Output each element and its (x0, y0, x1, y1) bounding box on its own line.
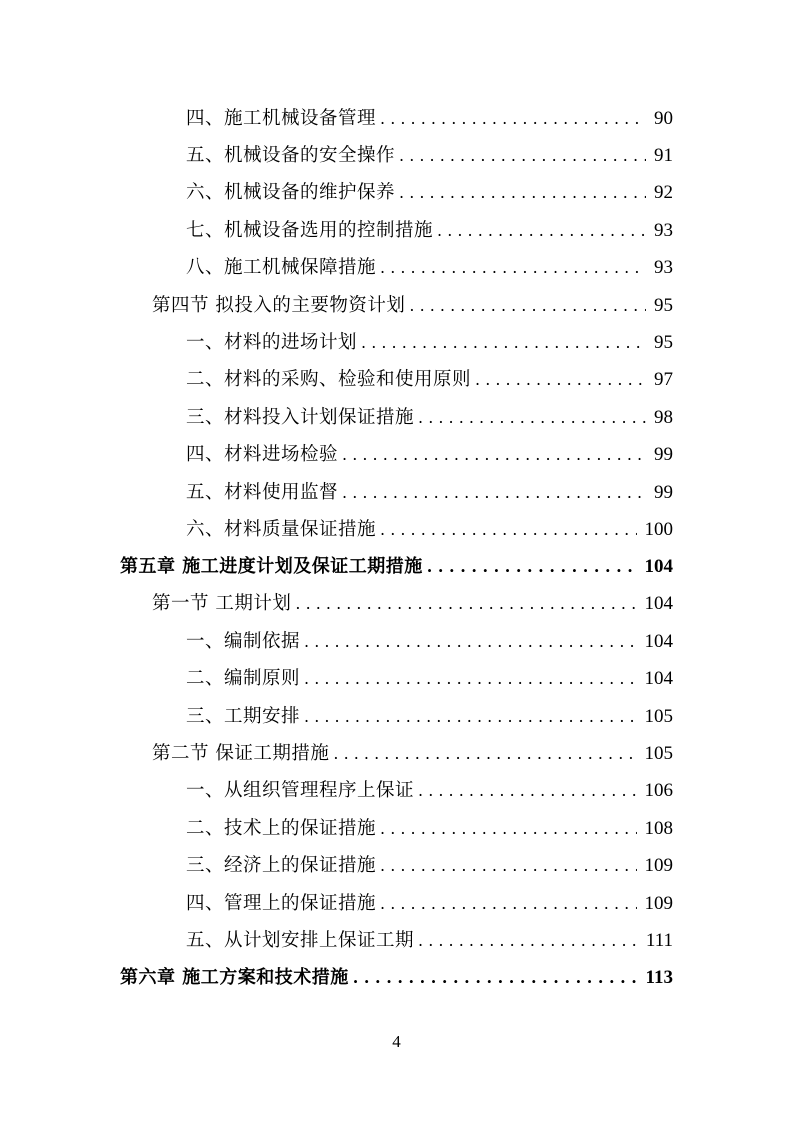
toc-section-entry[interactable] (152, 739, 673, 769)
dot-leader (380, 814, 636, 844)
toc-entry-page: 93 (654, 220, 673, 241)
toc-entry-page: 109 (644, 893, 673, 914)
dot-leader (295, 589, 636, 619)
toc-entry[interactable] (186, 776, 673, 806)
toc-section-entry[interactable] (152, 291, 673, 321)
dot-leader (399, 178, 646, 208)
page-number: 4 (392, 1032, 401, 1051)
toc-entry-label: 第四节 拟投入的主要物资计划 (152, 295, 406, 316)
toc-entry[interactable] (186, 216, 673, 246)
dot-leader (437, 216, 646, 246)
toc-entry-label: 三、经济上的保证措施 (186, 855, 377, 876)
toc-entry-page: 104 (644, 556, 673, 577)
dot-leader (304, 664, 636, 694)
dot-leader (361, 328, 646, 358)
toc-entry-label: 六、机械设备的维护保养 (186, 182, 396, 203)
toc-entry-label: 第二节 保证工期措施 (152, 743, 330, 764)
toc-entry-page: 95 (654, 332, 673, 353)
dot-leader (380, 253, 646, 283)
toc-entry-page: 99 (654, 482, 673, 503)
dot-leader (418, 776, 636, 806)
dot-leader (399, 141, 646, 171)
dot-leader (475, 365, 646, 395)
toc-entry[interactable] (186, 889, 673, 919)
toc-entry-label: 五、从计划安排上保证工期 (186, 930, 415, 951)
toc-section-entry[interactable] (152, 589, 673, 619)
dot-leader (304, 627, 636, 657)
toc-entry-page: 104 (644, 668, 673, 689)
toc-entry[interactable] (186, 365, 673, 395)
dot-leader (304, 702, 636, 732)
toc-entry-page: 105 (644, 743, 673, 764)
toc-entry-label: 三、材料投入计划保证措施 (186, 407, 415, 428)
toc-entry-page: 100 (644, 519, 673, 540)
toc-entry[interactable] (186, 253, 673, 283)
toc-entry-page: 108 (644, 818, 673, 839)
toc-entry-page: 113 (645, 967, 673, 988)
toc-entry-page: 91 (654, 145, 673, 166)
dot-leader (342, 440, 646, 470)
toc-entry-label: 第六章 施工方案和技术措施 (120, 967, 349, 988)
toc-chapter-entry[interactable] (120, 552, 673, 582)
toc-entry-page: 99 (654, 444, 673, 465)
toc-entry-label: 一、从组织管理程序上保证 (186, 780, 415, 801)
toc-entry-label: 三、工期安排 (186, 706, 301, 727)
toc-entry[interactable] (186, 104, 673, 134)
toc-entry[interactable] (186, 814, 673, 844)
dot-leader (427, 552, 637, 582)
toc-entry-page: 92 (654, 182, 673, 203)
toc-entry[interactable] (186, 141, 673, 171)
toc-entry[interactable] (186, 328, 673, 358)
toc-entry-page: 109 (644, 855, 673, 876)
toc-entry[interactable] (186, 440, 673, 470)
toc-entry-label: 五、机械设备的安全操作 (186, 145, 396, 166)
toc-entry-label: 六、材料质量保证措施 (186, 519, 377, 540)
dot-leader (333, 739, 636, 769)
dot-leader (342, 478, 646, 508)
toc-entry[interactable] (186, 926, 673, 956)
toc-entry-page: 97 (654, 369, 673, 390)
toc-entry-label: 五、材料使用监督 (186, 482, 339, 503)
toc-entry-page: 106 (644, 780, 673, 801)
toc-entry[interactable] (186, 478, 673, 508)
toc-entry-page: 90 (654, 108, 673, 129)
toc-entry[interactable] (186, 702, 673, 732)
dot-leader (418, 403, 646, 433)
toc-entry-label: 八、施工机械保障措施 (186, 257, 377, 278)
toc-entry-label: 二、材料的采购、检验和使用原则 (186, 369, 472, 390)
toc-entry-page: 95 (654, 295, 673, 316)
toc-entry[interactable] (186, 178, 673, 208)
toc-entry-page: 105 (644, 706, 673, 727)
toc-entry-label: 二、技术上的保证措施 (186, 818, 377, 839)
dot-leader (380, 851, 636, 881)
toc-entry[interactable] (186, 627, 673, 657)
dot-leader (380, 515, 636, 545)
toc-entry-page: 93 (654, 257, 673, 278)
toc-entry-page: 98 (654, 407, 673, 428)
toc-entry-label: 二、编制原则 (186, 668, 301, 689)
toc-entry-label: 第五章 施工进度计划及保证工期措施 (120, 556, 423, 577)
toc-entry[interactable] (186, 515, 673, 545)
toc-entry-label: 四、材料进场检验 (186, 444, 339, 465)
toc-entry-label: 一、材料的进场计划 (186, 332, 358, 353)
toc-chapter-entry[interactable] (120, 963, 673, 993)
toc-entry-page: 104 (644, 593, 673, 614)
toc-entry[interactable] (186, 664, 673, 694)
toc-entry-label: 第一节 工期计划 (152, 593, 292, 614)
dot-leader (418, 926, 638, 956)
toc-entry-label: 一、编制依据 (186, 631, 301, 652)
toc-entry[interactable] (186, 851, 673, 881)
toc-entry-label: 四、管理上的保证措施 (186, 893, 377, 914)
toc-entry-label: 七、机械设备选用的控制措施 (186, 220, 434, 241)
toc-entry-label: 四、施工机械设备管理 (186, 108, 377, 129)
dot-leader (409, 291, 646, 321)
toc-entry[interactable] (186, 403, 673, 433)
toc-entry-page: 111 (645, 930, 673, 951)
dot-leader (380, 889, 636, 919)
toc-entry-page: 104 (644, 631, 673, 652)
dot-leader (380, 104, 646, 134)
dot-leader (353, 963, 638, 993)
